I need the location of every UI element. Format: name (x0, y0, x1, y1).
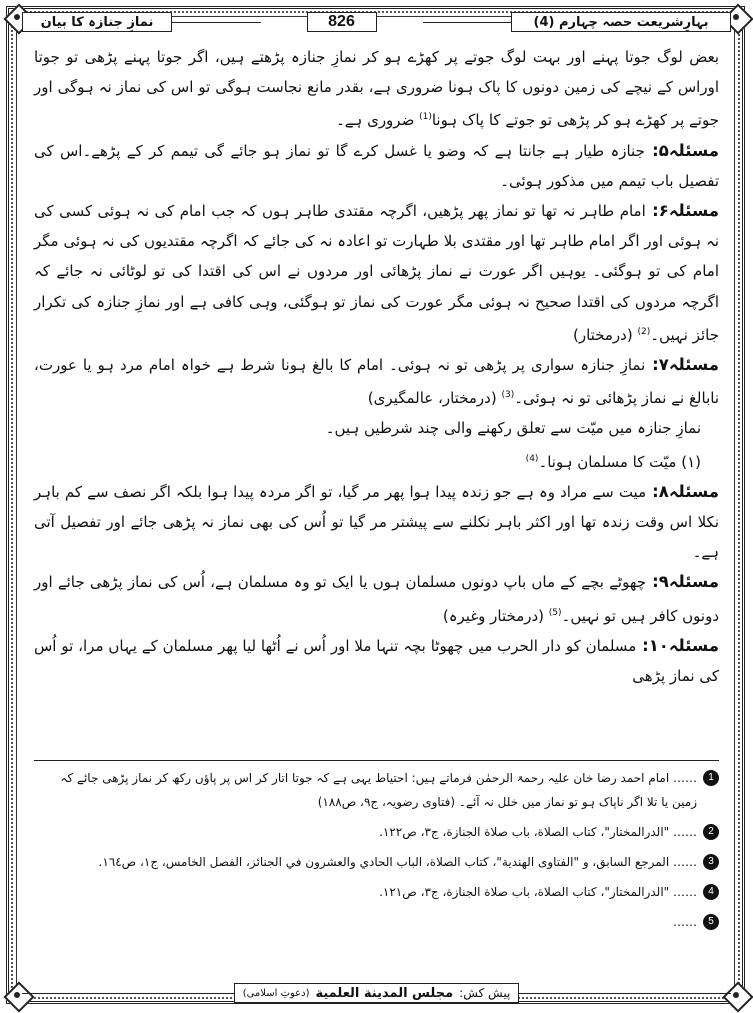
masala-label: مسئلہ۵: (644, 140, 720, 160)
paragraph (34, 136, 719, 196)
footnote-text: …… "الدرالمختار"، كتاب الصلاة، باب صلاة الجنازة، ج٣، ص١٢١. (379, 885, 697, 899)
paragraph-text: مسلمان کو دار الحرب میں چھوٹا بچہ تنہا ملا اور اُس نے اُٹھا لیا پھر مسلمان کے یہاں مرا، تو اُس کی نماز پڑھی (34, 636, 719, 686)
footnote-number: 3 (703, 854, 719, 870)
masala-label: مسئلہ۷: (645, 355, 720, 375)
paragraph (34, 477, 719, 568)
footnote-ref[interactable]: (4) (525, 453, 539, 464)
header-rule (172, 22, 261, 23)
footnote-text: …… امام احمد رضا خان علیہ رحمۃ الرحمٰن فرماتے ہیں: احتیاط یہی ہے کہ جوتا اتار کر اس پر پاؤں رکھ کر نماز پڑھی جائے کہ زمین یا تلا اگر ناپاک ہو تو نماز میں خلل نہ آئے۔ (فتاوی رضویہ، ج۹، ص۱۸۸) (60, 771, 697, 809)
publisher-name: مجلس المدينة العلمية (315, 985, 454, 1001)
paragraph (34, 413, 719, 443)
paragraph-text: چھوٹے بچے کے ماں باپ دونوں مسلمان ہوں یا ایک تو وہ مسلمان ہے، اُس کی نماز پڑھی جائے اور دونوں کافر ہیں تو نہیں۔ (34, 573, 719, 625)
paragraph-text: نمازِ جنازہ سواری پر پڑھی تو نہ ہوئی۔ امام کا بالغ ہونا شرط ہے خواہ امام مرد ہو یا عورت، نابالغ نے نماز پڑھائی تو نہ ہوئی۔ (34, 356, 719, 408)
footnote-number: 5 (703, 914, 719, 930)
chapter-title: نمازِ جنازہ کا بیان (22, 12, 172, 32)
footnote-number: 2 (703, 824, 719, 840)
masala-label: مسئلہ۶: (645, 201, 719, 221)
paragraph (34, 567, 719, 630)
citation: (درمختار) (573, 325, 638, 344)
header-rule (423, 22, 512, 23)
paragraph (34, 631, 719, 691)
footnote-number: 1 (703, 770, 719, 786)
publisher-box (234, 983, 520, 1003)
paragraph-text: میت سے مراد وہ ہے جو زندہ پیدا ہوا پھر مر گیا، تو اگر مردہ پیدا ہوا بلکہ اگر نصف سے کم باہر نکلا اس وقت زندہ تھا اور اکثر باہر نکلنے سے پیشتر مر گیا تو اُس کی بھی نماز نہ پڑھی جائے اور تفصیل آتی ہے۔ (34, 482, 719, 562)
main-text (34, 42, 719, 691)
book-title: بہارِشریعت حصہ چہارم (4) (511, 12, 731, 32)
footnote-item (34, 766, 719, 814)
footnote-text: …… المرجع السابق، و "الفتاوى الهندية"، كتاب الصلاة، الباب الحادي والعشرون في الجنائز، الفصل الخامس، ج١، ص١٦٤. (98, 855, 697, 869)
footnote-ref[interactable]: (1) (419, 112, 432, 123)
footnote-item (34, 910, 719, 934)
paragraph-text: امام طاہر نہ تھا تو نماز پھر پڑھیں، اگرچہ مقتدی طاہر ہوں کہ جب امام کی نہ ہوئی کسی کی نہ ہوئی اور اگر امام طاہر تھا اور مقتدی بلا طہارت تو اعادہ نہ کی جائے کہ اگرچہ مقتدیوں کی نہ ہوئی مگر امام کی تو ہوگئی۔ یوہیں اگر عورت نے نماز پڑھائی اور مردوں نے اس کی اقتدا کی تو لوٹائی نہ جائے کہ اگرچہ مردوں کی اقتدا صحیح نہ ہوئی مگر عورت کی نماز تو ہوگئی، وہی کافی ہے اور نمازِ جنازہ کی تکرار جائز نہیں۔ (34, 202, 719, 344)
masala-label: مسئلہ۹: (646, 572, 720, 592)
paragraph-text: بعض لوگ جوتا پہنے اور بہت لوگ جوتے پر کھڑے ہو کر نمازِ جنازہ پڑھتے ہیں، اگر جوتا پہنے پڑھی تو جوتا اوراس کے نیچے کی زمین دونوں کا پاک ہونا ضروری ہے، بقدر مانع نجاست ہوگی تو اس کی نماز نہ ہوگی اور جوتے پر کھڑے ہو کر پڑھی تو جوتے کا پاک ہونا (34, 48, 719, 130)
citation: (درمختار، عالمگیری) (367, 389, 502, 408)
paragraph (34, 196, 719, 350)
page-footer (22, 982, 731, 1004)
footnote-text: …… "الدرالمختار"، كتاب الصلاة، باب صلاة الجنازة، ج٣، ص١٢٢. (379, 825, 697, 839)
paragraph-text: نمازِ جنازہ میں میّت سے تعلق رکھنے والی چند شرطیں ہیں۔ (325, 419, 701, 438)
publisher-note: (دعوتِ اسلامی) (242, 987, 310, 999)
paragraph (34, 42, 719, 136)
footnote-ref[interactable]: (2) (637, 326, 651, 337)
paragraph-text: جنازہ طیار ہے جانتا ہے کہ وضو یا غسل کرے گا تو نماز ہو جائے گی تیمم کر کے پڑھے۔اس کی تفصیل باب تیمم میں مذکور ہوئی۔ (34, 141, 719, 190)
citation: (درمختار وغیرہ) (442, 606, 549, 625)
footnote-item (34, 850, 719, 874)
footer-rule (519, 993, 731, 994)
footer-rule (22, 993, 234, 994)
citation: ضروری ہے۔ (335, 111, 420, 130)
footnote-ref[interactable]: (5) (548, 607, 562, 618)
footnote-ref[interactable]: (3) (501, 390, 515, 401)
masala-label: مسئلہ۱۰: (636, 635, 720, 655)
footnote-divider (34, 760, 719, 761)
masala-label: مسئلہ۸: (646, 481, 720, 501)
paragraph (34, 444, 719, 477)
footnote-item (34, 820, 719, 844)
paragraph-text: (۱) میّت کا مسلمان ہونا۔ (538, 452, 701, 471)
page-header (22, 10, 731, 34)
page-number: 826 (307, 12, 377, 32)
presenter-label: پیش کش: (459, 986, 511, 1000)
footnotes (34, 766, 719, 940)
footnote-item (34, 880, 719, 904)
paragraph (34, 350, 719, 413)
footnote-number: 4 (703, 884, 719, 900)
footnote-text: …… (673, 915, 697, 929)
